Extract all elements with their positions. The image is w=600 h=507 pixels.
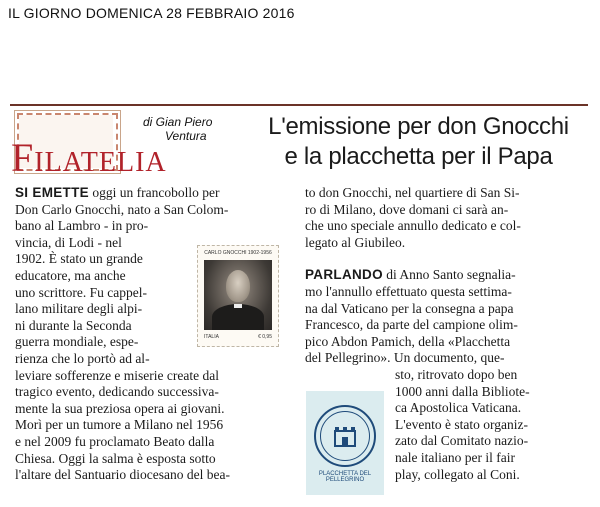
section-title-rest: ILATELIA xyxy=(34,147,167,178)
text-line: sto, ritrovato dopo ben xyxy=(395,366,518,382)
author-surname: Ventura xyxy=(165,129,207,143)
text-line: e nel 2009 fu proclamato Beato dalla xyxy=(15,433,215,449)
stamp-value: € 0,95 xyxy=(258,334,272,340)
text-line: ro di Milano, dove domani ci sarà an- xyxy=(305,201,509,217)
postmark-caption: PLACCHETTA DEL PELLEGRINO xyxy=(318,471,372,483)
text-line: play, collegato al Coni. xyxy=(395,466,520,482)
text-line: SI EMETTE oggi un francobollo per xyxy=(15,185,220,200)
lead-word: SI EMETTE xyxy=(15,185,89,200)
text-line: Francesco, da parte del campione olim- xyxy=(305,317,518,333)
text-line: L'evento è stato organiz- xyxy=(395,416,529,432)
text-line: nale italiano per il fair xyxy=(395,449,515,465)
text-line: Don Carlo Gnocchi, nato a San Colom- xyxy=(15,201,229,217)
text-line: na dal Vaticano per la consegna a papa xyxy=(305,300,514,316)
stamp-bottom-row xyxy=(204,334,272,340)
headline-line-1: L'emissione per don Gnocchi xyxy=(268,113,569,140)
author-byline xyxy=(143,115,243,143)
text-line: pico Abdon Pamich, della «Placchetta xyxy=(305,333,511,349)
section-title-initial: F xyxy=(11,135,35,180)
text-line: uno scrittore. Fu cappel- xyxy=(15,284,147,300)
section-title xyxy=(11,135,167,180)
article-headline xyxy=(246,112,591,172)
text-line: 1902. È stato un grande xyxy=(15,251,143,267)
text-line: PARLANDO di Anno Santo segnalia- xyxy=(305,267,516,283)
text-line: bano al Lambro - in pro- xyxy=(15,218,149,234)
lead-word: PARLANDO xyxy=(305,267,383,283)
paragraph-gap xyxy=(305,251,585,267)
text-line: lano militare degli alpi- xyxy=(15,301,143,317)
text-line: 1000 anni dalla Bibliote- xyxy=(395,383,530,399)
text-line: Chiesa. Oggi la salma è esposta sotto xyxy=(15,450,216,466)
text-line: che uno speciale annullo dedicato e col- xyxy=(305,218,521,234)
castle-emblem-icon xyxy=(332,423,358,449)
portrait xyxy=(204,260,272,330)
gnocchi-stamp-image xyxy=(197,245,279,347)
text-line: tragico evento, dedicando successiva- xyxy=(15,384,219,400)
text-line: vincia, di Lodi - nel xyxy=(15,234,122,250)
text-line: ca Apostolica Vaticana. xyxy=(395,400,522,416)
text-line: del Pellegrino». Un documento, que- xyxy=(305,350,505,366)
text-line: leviare sofferenze e miserie create dal xyxy=(15,367,219,383)
portrait-collar xyxy=(234,304,242,308)
stamp-top-text: CARLO GNOCCHI 1902-1956 xyxy=(204,250,272,256)
text-line: rienza che lo portò ad al- xyxy=(15,350,150,366)
text-line: guerra mondiale, espe- xyxy=(15,334,139,350)
stamp-country: ITALIA xyxy=(204,334,219,340)
author-prefix: di Gian Piero xyxy=(143,115,213,129)
newspaper-masthead: IL GIORNO DOMENICA 28 FEBBRAIO 2016 xyxy=(8,5,295,21)
portrait-face xyxy=(226,270,250,302)
text-line: educatore, ma anche xyxy=(15,267,126,283)
text-line: mente la sua preziosa opera ai giovani. xyxy=(15,400,225,416)
text-line: zato dal Comitato nazio- xyxy=(395,433,529,449)
text-line: Morì per un tumore a Milano nel 1956 xyxy=(15,417,224,433)
text-line: legato al Giubileo. xyxy=(305,234,406,250)
headline-line-2: e la placchetta per il Papa xyxy=(284,143,553,170)
pilgrim-postmark-image xyxy=(306,391,384,495)
text-line: ni durante la Seconda xyxy=(15,317,132,333)
text-line: mo l'annullo effettuato questa settima- xyxy=(305,283,512,299)
text-line: to don Gnocchi, nel quartiere di San Si- xyxy=(305,185,520,200)
text-line: l'altare del Santuario diocesano del bea- xyxy=(15,467,230,483)
